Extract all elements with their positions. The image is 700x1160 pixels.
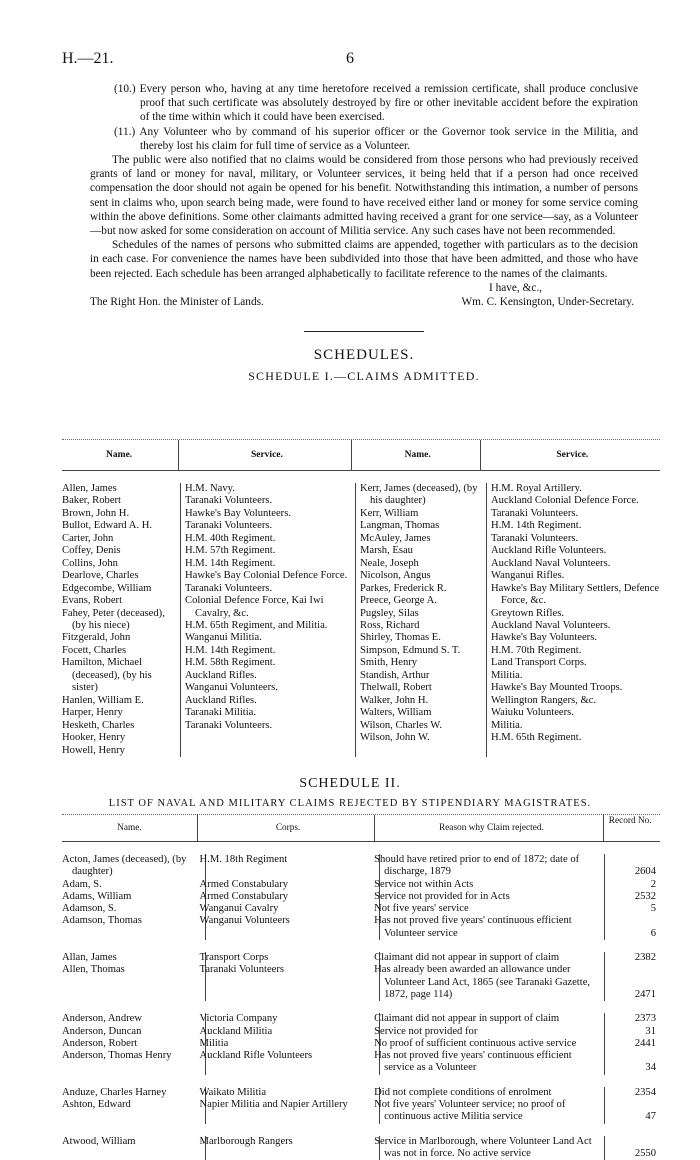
schedule1-left-half — [62, 483, 356, 757]
claimant-service: Militia. — [491, 719, 523, 731]
claimant-service: Colonial Defence Force, Kai Iwi Cavalry, &c. — [185, 595, 324, 619]
claimant-service: Taranaki Volunteers. — [185, 719, 273, 731]
claimant-name: Simpson, Edmund S. T. — [360, 644, 461, 656]
paragraph: The public were also notified that no claims would be considered from those persons who had previously received grants of land or money for naval, military, or Volunteer services, it being held that if a person had once received compensation the door should not again be opened for his benefit. Notwithstanding this intimation, a number of persons sent in claims who, upon search being made, were found to have received either land or money for some service coming within the above definitions. Some other claimants admitted having received a grant for one service—say, as a Volunteer—but now asked for some consideration on account of Militia service. Any such cases have not been recommended. — [90, 154, 638, 238]
claimant-corps: Victoria Company — [205, 1013, 380, 1025]
rejection-reason: Service not provided for in Acts — [379, 891, 604, 903]
claimant-service: H.M. Navy. — [185, 483, 235, 494]
claimant-name: Thelwall, Robert — [360, 682, 432, 694]
table-row — [62, 1136, 660, 1160]
claimant-service: H.M. 14th Regiment. — [185, 557, 276, 569]
claimant-name: Preece, George A. — [360, 595, 437, 607]
table-row — [62, 891, 660, 903]
col-header-service: Service. — [556, 450, 589, 460]
closing-block — [90, 281, 638, 295]
clause-text: Every person who, having at any time heretofore received a remission certificate, shall produce conclusive proof that such certificate was absolutely destroyed by fire or other inevitable accident before the expiration of the time within which it could have been exercised. — [139, 83, 639, 124]
table-row — [62, 1087, 660, 1099]
record-number: 2 — [604, 879, 660, 891]
claimant-name: Evans, Robert — [62, 595, 123, 607]
claimant-service: Land Transport Corps. — [491, 657, 587, 669]
claimant-name: Coffey, Denis — [62, 545, 121, 557]
clause-number: (10.) — [114, 83, 136, 95]
claimant-service: Auckland Rifle Volunteers. — [491, 545, 607, 557]
claimant-name: Adamson, S. — [62, 903, 117, 915]
record-number: 2532 — [604, 891, 660, 903]
claimant-service: H.M. 14th Regiment. — [491, 520, 582, 532]
claimant-service: Taranaki Militia. — [185, 707, 257, 719]
claimant-name: Hamilton, Michael (deceased), (by his sister) — [62, 657, 152, 694]
clause-11 — [114, 125, 638, 153]
schedules-title: SCHEDULES. — [313, 347, 415, 364]
rejection-reason: Not five years' Volunteer service; no proof of continuous active Militia service — [379, 1099, 604, 1124]
claimant-name: Ashton, Edward — [62, 1099, 131, 1111]
table-row — [62, 1099, 660, 1124]
claimant-name: Parkes, Frederick R. — [360, 582, 447, 594]
claimant-name: Fitzgerald, John — [62, 632, 131, 644]
record-number: 2550 — [604, 1136, 660, 1160]
service-column — [487, 483, 669, 757]
claimant-corps: Napier Militia and Napier Artillery — [205, 1099, 380, 1124]
claimant-name: Ross, Richard — [360, 619, 420, 631]
claimant-name: Brown, John H. — [62, 507, 130, 519]
rejection-reason: No proof of sufficient continuous active service — [379, 1038, 604, 1050]
claimant-name: Hanlen, William E. — [62, 694, 144, 706]
col-header-name: Name. — [117, 822, 142, 833]
claimant-service: H.M. 65th Regiment, and Militia. — [185, 619, 328, 631]
claimant-service: Wellington Rangers, &c. — [491, 694, 597, 706]
col-header-reason: Reason why Claim rejected. — [374, 815, 603, 841]
claimant-name: Edgecombe, William — [62, 582, 152, 594]
page-number: 6 — [346, 50, 354, 67]
table-row — [62, 903, 660, 915]
claimant-name: Fahey, Peter (deceased), (by his niece) — [62, 607, 165, 631]
page-header — [62, 50, 638, 72]
claimant-service: H.M. 70th Regiment. — [491, 644, 582, 656]
record-number: 47 — [604, 1099, 660, 1124]
claimant-name: Acton, James (deceased), (by daughter) — [62, 854, 187, 878]
rejection-reason: Claimant did not appear in support of claim — [379, 952, 604, 964]
rejection-reason: Has already been awarded an allowance under Volunteer Land Act, 1865 (see Taranaki Gazette, 1872, page 114) — [379, 964, 604, 1001]
record-number: 2373 — [604, 1013, 660, 1025]
claimant-name: Howell, Henry — [62, 744, 125, 756]
table-row — [62, 952, 660, 964]
claimant-service: Taranaki Volunteers. — [491, 532, 579, 544]
name-column — [356, 483, 487, 757]
schedule1-title: SCHEDULE I.—CLAIMS ADMITTED. — [248, 369, 480, 384]
claimant-service: Wanganui Militia. — [185, 632, 262, 644]
claimant-name: Hesketh, Charles — [62, 719, 135, 731]
claimant-name: Carter, John — [62, 532, 114, 544]
col-header-service: Service. — [179, 440, 351, 470]
claimant-name: Allen, Thomas — [62, 964, 125, 976]
claimant-name: Adams, William — [62, 890, 132, 902]
rejection-reason: Service not within Acts — [379, 879, 604, 891]
schedule1-body — [62, 483, 660, 757]
claimant-service: H.M. Royal Artillery. — [491, 483, 582, 494]
body-text — [90, 82, 638, 384]
schedule2-title: SCHEDULE II. — [299, 776, 401, 791]
record-number: 2354 — [604, 1087, 660, 1099]
claimant-service: H.M. 40th Regiment. — [185, 532, 276, 544]
claimant-name: McAuley, James — [360, 532, 431, 544]
claimant-name: Wilson, John W. — [360, 732, 430, 744]
rejection-reason: Service in Marlborough, where Volunteer Land Act was not in force. No active service — [379, 1136, 604, 1160]
row-spacer — [62, 1001, 660, 1013]
claimant-service: Taranaki Volunteers. — [185, 520, 273, 532]
clause-text: Any Volunteer who by command of his superior officer or the Governor took service in the Militia, and thereby lost his claim for full time of service as a Volunteer. — [139, 125, 638, 152]
record-number: 6 — [604, 915, 660, 940]
claimant-name: Neale, Joseph — [360, 557, 419, 569]
claimant-name: Shirley, Thomas E. — [360, 632, 441, 644]
row-spacer — [62, 1075, 660, 1087]
claimant-service: Taranaki Volunteers. — [491, 507, 579, 519]
claimant-service: Taranaki Volunteers. — [185, 582, 273, 594]
addressee: The Right Hon. the Minister of Lands. — [90, 296, 264, 309]
claimant-corps: Wanganui Cavalry — [205, 903, 380, 915]
claimant-service: Militia. — [491, 669, 523, 681]
rejection-reason: Claimant did not appear in support of claim — [379, 1013, 604, 1025]
claimant-name: Walker, John H. — [360, 694, 429, 706]
claimant-name: Atwood, William — [62, 1135, 136, 1147]
signer: Wm. C. Kensington, Under-Secretary. — [461, 296, 634, 309]
claimant-corps: Auckland Militia — [205, 1026, 380, 1038]
claimant-name: Anderson, Robert — [62, 1037, 138, 1049]
claimant-corps: Marlborough Rangers — [205, 1136, 380, 1160]
claimant-name: Standish, Arthur — [360, 669, 430, 681]
claimant-service: Auckland Naval Volunteers. — [491, 619, 611, 631]
claimant-name: Collins, John — [62, 557, 118, 569]
claimant-name: Langman, Thomas — [360, 520, 440, 532]
claimant-name: Anderson, Thomas Henry — [62, 1050, 172, 1062]
claimant-service: H.M. 57th Regiment. — [185, 545, 276, 557]
closing-line — [90, 295, 638, 309]
row-spacer — [62, 1124, 660, 1136]
table-row — [62, 1013, 660, 1025]
schedule2-table — [62, 814, 660, 1160]
claimant-name: Kerr, William — [360, 507, 419, 519]
claimant-service: Hawke's Bay Volunteers. — [185, 507, 291, 519]
claimant-corps: Armed Constabulary — [205, 879, 380, 891]
claimant-name: Dearlove, Charles — [62, 570, 139, 582]
claimant-service: Auckland Rifles. — [185, 694, 257, 706]
table-row — [62, 1038, 660, 1050]
rejection-reason: Has not proved five years' continuous efficient service as a Volunteer — [379, 1050, 604, 1075]
section-divider — [304, 331, 424, 332]
claimant-name: Adam, S. — [62, 878, 102, 890]
claimant-corps: Armed Constabulary — [205, 891, 380, 903]
record-number: 2382 — [604, 952, 660, 964]
claimant-name: Allan, James — [62, 952, 117, 964]
col-header-name: Name. — [352, 440, 481, 470]
claimant-service: Waiuku Volunteers. — [491, 707, 574, 719]
claimant-service: Hawke's Bay Volunteers. — [491, 632, 597, 644]
claimant-service: Taranaki Volunteers. — [185, 495, 273, 507]
claimant-service: Wanganui Rifles. — [491, 570, 565, 582]
claimant-name: Hooker, Henry — [62, 732, 126, 744]
claimant-service: H.M. 65th Regiment. — [491, 732, 582, 744]
rejection-reason: Did not complete conditions of enrolment — [379, 1087, 604, 1099]
row-spacer — [62, 940, 660, 952]
claimant-corps: Wanganui Volunteers — [205, 915, 380, 940]
claimant-name: Adamson, Thomas — [62, 915, 142, 927]
claimant-corps: H.M. 18th Regiment — [205, 854, 380, 879]
claimant-name: Anduze, Charles Harney — [62, 1086, 167, 1098]
claimant-name: Anderson, Duncan — [62, 1025, 142, 1037]
claimant-corps: Auckland Rifle Volunteers — [205, 1050, 380, 1075]
schedule2-body — [62, 854, 660, 1160]
record-number: 2604 — [604, 854, 660, 879]
schedule2-header — [62, 814, 660, 842]
claimant-service: Wanganui Volunteers. — [185, 682, 278, 694]
rejection-reason: Service not provided for — [379, 1026, 604, 1038]
table-row — [62, 915, 660, 940]
closing-have: I have, &c., — [488, 281, 542, 294]
table-row — [62, 854, 660, 879]
claimant-name: Nicolson, Angus — [360, 570, 431, 582]
claimant-name: Baker, Robert — [62, 495, 121, 507]
claimant-name: Smith, Henry — [360, 657, 418, 669]
claimant-name: Wilson, Charles W. — [360, 719, 442, 731]
claimant-service: Hawke's Bay Colonial Defence Force. — [185, 570, 348, 582]
claimant-name: Harper, Henry — [62, 707, 123, 719]
claimant-service: Auckland Colonial Defence Force. — [491, 495, 639, 507]
claimant-corps: Transport Corps — [205, 952, 380, 964]
table-row — [62, 1026, 660, 1038]
claimant-name: Kerr, James (deceased), (by his daughter) — [360, 483, 478, 507]
schedule1-header — [62, 439, 660, 471]
claimant-service: H.M. 14th Regiment. — [185, 644, 276, 656]
claimant-name: Marsh, Esau — [360, 545, 413, 557]
rejection-reason: Has not proved five years' continuous efficient Volunteer service — [379, 915, 604, 940]
clause-number: (11.) — [114, 125, 136, 138]
col-header-record: Record No. — [603, 814, 660, 842]
claimant-name: Walters, William — [360, 707, 432, 719]
record-number: 31 — [604, 1026, 660, 1038]
schedule1-table — [62, 439, 660, 757]
claimant-name: Bullot, Edward A. H. — [62, 520, 153, 532]
paragraph: Schedules of the names of persons who submitted claims are appended, together with particulars as to the decision in each case. For convenience the names have been subdivided into those that have been admitted, and those who have been rejected. Each schedule has been arranged alphabetically to facilitate reference to the names of the claimants. — [90, 239, 638, 280]
col-header-corps: Corps. — [197, 815, 375, 841]
name-column — [62, 483, 181, 757]
record-number: 5 — [604, 903, 660, 915]
rejection-reason: Not five years' service — [379, 903, 604, 915]
claimant-corps: Militia — [205, 1038, 380, 1050]
claimant-name: Focett, Charles — [62, 644, 127, 656]
claimant-service: Auckland Rifles. — [185, 669, 257, 681]
report-reference: H.—21. — [62, 50, 114, 67]
schedule2-subtitle: LIST OF NAVAL AND MILITARY CLAIMS REJECTED BY STIPENDIARY MAGISTRATES. — [108, 798, 592, 809]
schedule1-right-half — [356, 483, 669, 757]
record-number: 2441 — [604, 1038, 660, 1050]
claimant-name: Allen, James — [62, 483, 117, 494]
claimant-service: Hawke's Bay Military Settlers, Defence Force, &c. — [491, 582, 660, 607]
record-number: 34 — [604, 1050, 660, 1075]
claimant-service: Auckland Naval Volunteers. — [491, 557, 611, 569]
rejection-reason: Should have retired prior to end of 1872; date of discharge, 1879 — [379, 854, 604, 879]
record-number: 2471 — [604, 964, 660, 1001]
claimant-corps: Waikato Militia — [205, 1087, 380, 1099]
col-header-name: Name. — [62, 440, 179, 470]
service-column — [181, 483, 355, 757]
claimant-corps: Taranaki Volunteers — [205, 964, 380, 1001]
table-row — [62, 879, 660, 891]
table-row — [62, 1050, 660, 1075]
claimant-service: Greytown Rifles. — [491, 607, 564, 619]
claimant-name: Anderson, Andrew — [62, 1013, 143, 1025]
claimant-service: Hawke's Bay Mounted Troops. — [491, 682, 623, 694]
claimant-service: H.M. 58th Regiment. — [185, 657, 276, 669]
clause-10 — [114, 82, 638, 125]
table-row — [62, 964, 660, 1001]
claimant-name: Pugsley, Silas — [360, 607, 419, 619]
